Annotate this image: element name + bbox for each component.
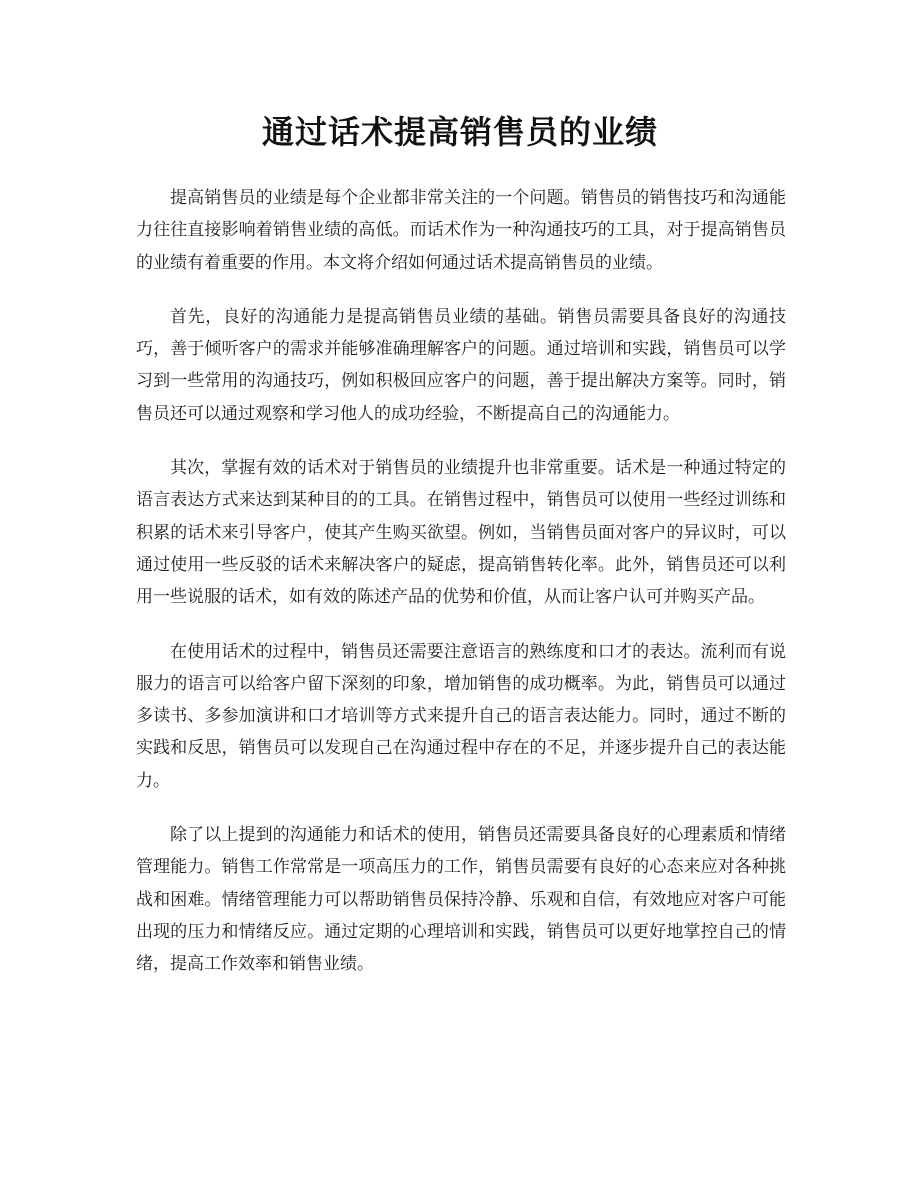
paragraph-emotion-management: 除了以上提到的沟通能力和话术的使用，销售员还需要具备良好的心理素质和情绪管理能力。销售工作常常是一项高压力的工作，销售员需要有良好的心态来应对各种挑战和困难。情绪管理能力可以帮助销售员保持冷静、乐观和自信，有效地应对客户可能出现的压力和情绪反应。通过定期的心理培训和实践，销售员可以更好地掌控自己的情绪，提高工作效率和销售业绩。	[136, 825, 786, 975]
paragraph-scripts: 其次，掌握有效的话术对于销售员的业绩提升也非常重要。话术是一种通过特定的语言表达方式来达到某种目的的工具。在销售过程中，销售员可以使用一些经过训练和积累的话术来引导客户，使其产生购买欲望。例如，当销售员面对客户的异议时，可以通过使用一些反驳的话术来解决客户的疑虑，提高销售转化率。此外，销售员还可以利用一些说服的话术，如有效的陈述产品的优势和价值，从而让客户认可并购买产品。	[136, 458, 786, 608]
paragraph-language-fluency: 在使用话术的过程中，销售员还需要注意语言的熟练度和口才的表达。流利而有说服力的语言可以给客户留下深刻的印象，增加销售的成功概率。为此，销售员可以通过多读书、多参加演讲和口才培训等方式来提升自己的语言表达能力。同时，通过不断的实践和反思，销售员可以发现自己在沟通过程中存在的不足，并逐步提升自己的表达能力。	[136, 641, 786, 791]
document-title: 通过话术提高销售员的业绩	[261, 113, 658, 151]
paragraph-communication: 首先，良好的沟通能力是提高销售员业绩的基础。销售员需要具备良好的沟通技巧，善于倾听客户的需求并能够准确理解客户的问题。通过培训和实践，销售员可以学习到一些常用的沟通技巧，例如积极回应客户的问题，善于提出解决方案等。同时，销售员还可以通过观察和学习他人的成功经验，不断提高自己的沟通能力。	[136, 306, 786, 424]
document-body	[136, 182, 786, 1003]
paragraph-intro: 提高销售员的业绩是每个企业都非常关注的一个问题。销售员的销售技巧和沟通能力往往直接影响着销售业绩的高低。而话术作为一种沟通技巧的工具，对于提高销售员的业绩有着重要的作用。本文将介绍如何通过话术提高销售员的业绩。	[136, 188, 786, 273]
